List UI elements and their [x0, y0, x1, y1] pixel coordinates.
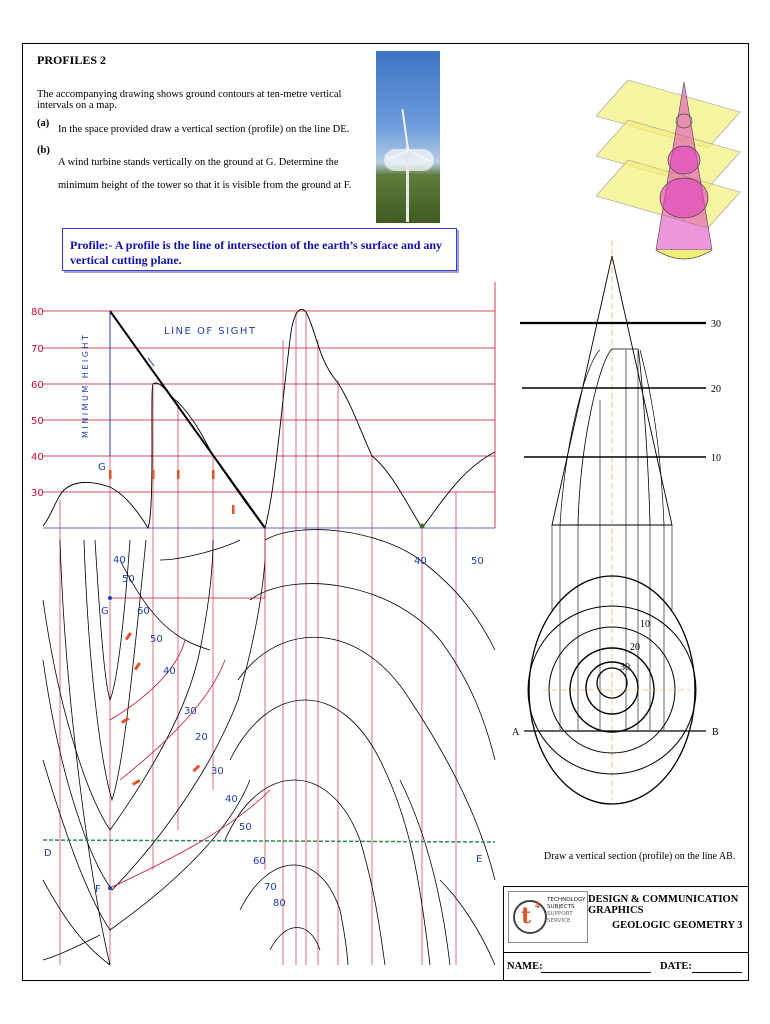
cone-level-10: 10: [711, 453, 721, 464]
map-point-f: F: [95, 884, 101, 895]
contour-label-60b: 60: [253, 856, 266, 867]
tsss-logo: t 4 TECHNOLOGY SUBJECTS SUPPORT SERVICE: [508, 891, 588, 943]
subject-title: DESIGN & COMMUNICATION GRAPHICS: [588, 894, 739, 916]
contour-label-20: 20: [195, 732, 208, 743]
profile-definition-box: Profile:- A profile is the line of intersection of the earth’s surface and any vertical cutting plane.: [62, 228, 457, 271]
date-label: DATE:: [660, 961, 692, 972]
line-of-sight-label: LINE OF SIGHT: [164, 326, 257, 337]
cone-drawing: [490, 240, 734, 812]
topic-title: GEOLOGIC GEOMETRY 3: [612, 920, 743, 931]
height-label-80: 80: [31, 307, 44, 318]
profile-point-g: G: [98, 462, 106, 473]
contour-label-40c: 40: [225, 794, 238, 805]
contour-label-30b: 30: [211, 766, 224, 777]
contour-label-30a: 30: [184, 706, 197, 717]
contour-label-80: 80: [273, 898, 286, 909]
map-point-e: E: [476, 854, 483, 865]
plan-level-10: 10: [640, 619, 650, 630]
task-b-text: A wind turbine stands vertically on the ground at G. Determine the minimum height of the tower so that it is visible from the ground at F.: [58, 157, 352, 191]
date-field[interactable]: [692, 972, 742, 973]
map-point-g: G: [101, 606, 109, 617]
height-label-60: 60: [31, 380, 44, 391]
cone-caption: Draw a vertical section (profile) on the line AB.: [544, 851, 736, 862]
height-label-30: 30: [31, 488, 44, 499]
task-a-label: (a): [37, 118, 50, 129]
contour-label-70: 70: [264, 882, 277, 893]
cone-level-30: 30: [711, 319, 721, 330]
name-date-row: [503, 952, 749, 981]
contour-label-40d: 40: [414, 556, 427, 567]
point-a: A: [512, 727, 520, 738]
contour-map: [43, 528, 495, 965]
worksheet-title: PROFILES 2: [37, 53, 107, 67]
height-label-70: 70: [31, 344, 44, 355]
contour-label-40a: 40: [113, 555, 126, 566]
name-label: NAME:: [507, 961, 543, 972]
cone-isometric-illustration: [596, 80, 740, 259]
contour-label-50d: 50: [471, 556, 484, 567]
contour-label-40b: 40: [163, 666, 176, 677]
point-b: B: [712, 727, 719, 738]
map-point-d: D: [44, 848, 52, 859]
contour-label-50c: 50: [239, 822, 252, 833]
height-label-50: 50: [31, 416, 44, 427]
task-b-label: (b): [37, 145, 50, 156]
contour-label-50a: 50: [122, 574, 135, 585]
task-a-text: In the space provided draw a vertical section (profile) on the line DE.: [58, 124, 350, 135]
plan-level-30: 30: [620, 662, 630, 673]
plan-level-20: 20: [630, 642, 640, 653]
contour-label-60: 60: [137, 606, 150, 617]
name-field[interactable]: [541, 972, 651, 973]
cone-level-20: 20: [711, 384, 721, 395]
contour-label-50b: 50: [150, 634, 163, 645]
intro-text: The accompanying drawing shows ground contours at ten-metre vertical intervals on a map.: [37, 89, 342, 111]
height-label-40: 40: [31, 452, 44, 463]
minimum-height-label: MINIMUM HEIGHT: [81, 332, 90, 438]
